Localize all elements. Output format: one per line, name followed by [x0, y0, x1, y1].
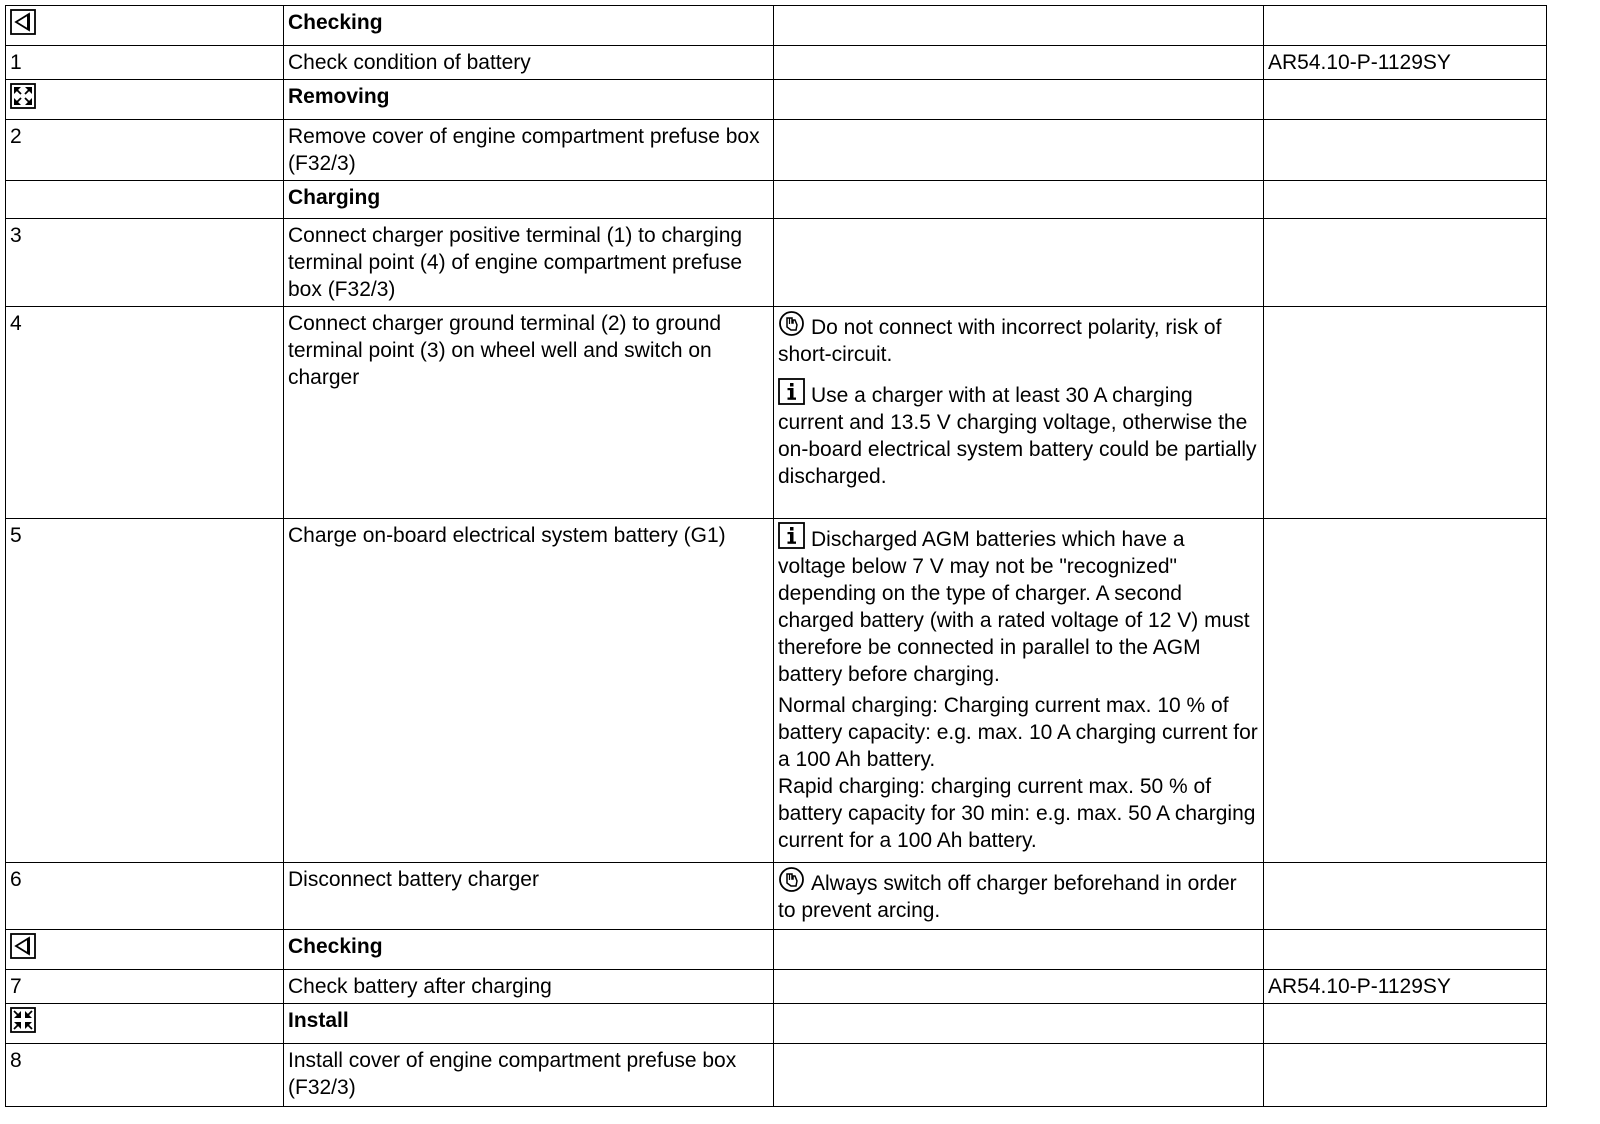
step-number: 6: [6, 863, 284, 930]
step-text: Charge on-board electrical system battery (G1): [284, 519, 774, 863]
info-text: Discharged AGM batteries which have a voltage below 7 V may not be "recognized" depending on the type of charger. A second charged battery (with a rated voltage of 12 V) must therefore be connected in parallel to the AGM battery before charging.: [778, 528, 1250, 686]
step-text: Connect charger positive terminal (1) to charging terminal point (4) of engine compartment prefuse box (F32/3): [284, 219, 774, 307]
section-title: Charging: [284, 181, 774, 219]
step-text: Check battery after charging: [284, 970, 774, 1004]
reference-cell: [1264, 120, 1547, 181]
reference-cell: [1264, 80, 1547, 120]
notes-cell: [774, 1004, 1264, 1044]
caution-note: [778, 310, 1258, 368]
notes-cell: [774, 120, 1264, 181]
checking-icon: [10, 9, 36, 35]
notes-cell: [774, 46, 1264, 80]
step-row-7: [6, 970, 1547, 1004]
info-note: [778, 378, 1258, 490]
reference-cell: [1264, 219, 1547, 307]
step-row-1: [6, 46, 1547, 80]
step-text: Install cover of engine compartment prefuse box (F32/3): [284, 1044, 774, 1107]
reference-cell: [1264, 181, 1547, 219]
step-number: 8: [6, 1044, 284, 1107]
section-title: Install: [284, 1004, 774, 1044]
step-number: 1: [6, 46, 284, 80]
section-title: Checking: [284, 930, 774, 970]
step-text: Connect charger ground terminal (2) to ground terminal point (3) on wheel well and switch on charger: [284, 307, 774, 519]
reference-link[interactable]: AR54.10-P-1129SY: [1264, 970, 1547, 1004]
step-text: Remove cover of engine compartment prefuse box (F32/3): [284, 120, 774, 181]
notes-cell: [774, 863, 1264, 930]
info-note: [778, 522, 1258, 688]
step-icon-cell: [6, 6, 284, 46]
checking-icon: [10, 933, 36, 959]
install-icon: [10, 1007, 36, 1033]
step-text: Check condition of battery: [284, 46, 774, 80]
step-icon-cell: [6, 181, 284, 219]
step-icon-cell: [6, 1004, 284, 1044]
step-number: 7: [6, 970, 284, 1004]
step-text: Disconnect battery charger: [284, 863, 774, 930]
step-row-2: [6, 120, 1547, 181]
notes-cell: [774, 307, 1264, 519]
spacer: [778, 368, 1258, 378]
section-row-install: [6, 1004, 1547, 1044]
reference-cell: [1264, 6, 1547, 46]
section-row-removing: [6, 80, 1547, 120]
notes-cell: [774, 219, 1264, 307]
caution-hand-icon: [778, 866, 805, 893]
section-title: Checking: [284, 6, 774, 46]
notes-cell: [774, 6, 1264, 46]
notes-cell: [774, 519, 1264, 863]
reference-cell: [1264, 1004, 1547, 1044]
step-icon-cell: [6, 80, 284, 120]
step-number: 5: [6, 519, 284, 863]
removing-icon: [10, 83, 36, 109]
notes-cell: [774, 181, 1264, 219]
section-row-charging: [6, 181, 1547, 219]
step-number: 2: [6, 120, 284, 181]
step-row-8: [6, 1044, 1547, 1107]
reference-cell: [1264, 519, 1547, 863]
notes-cell: [774, 1044, 1264, 1107]
rapid-charging-text: Rapid charging: charging current max. 50 % of battery capacity for 30 min: e.g. max. 50 A charging current for a 100 Ah battery.: [778, 775, 1256, 852]
info-text: Use a charger with at least 30 A charging current and 13.5 V charging voltage, otherwise the on-board electrical system battery could be partially discharged.: [778, 384, 1257, 488]
caution-text: Always switch off charger beforehand in order to prevent arcing.: [778, 872, 1237, 922]
reference-cell: [1264, 1044, 1547, 1107]
caution-hand-icon: [778, 310, 805, 337]
caution-text: Do not connect with incorrect polarity, risk of short-circuit.: [778, 316, 1222, 366]
reference-link[interactable]: AR54.10-P-1129SY: [1264, 46, 1547, 80]
step-row-5: [6, 519, 1547, 863]
step-number: 3: [6, 219, 284, 307]
info-icon: [778, 522, 805, 549]
step-row-6: [6, 863, 1547, 930]
notes-cell: [774, 80, 1264, 120]
procedure-table: [5, 5, 1547, 1107]
section-row-checking: [6, 930, 1547, 970]
step-row-4: [6, 307, 1547, 519]
notes-cell: [774, 930, 1264, 970]
step-row-3: [6, 219, 1547, 307]
notes-cell: [774, 970, 1264, 1004]
caution-note: [778, 866, 1258, 924]
reference-cell: [1264, 930, 1547, 970]
step-number: 4: [6, 307, 284, 519]
reference-cell: [1264, 307, 1547, 519]
step-icon-cell: [6, 930, 284, 970]
section-row-checking: [6, 6, 1547, 46]
section-title: Removing: [284, 80, 774, 120]
normal-charging-text: Normal charging: Charging current max. 10 % of battery capacity: e.g. max. 10 A charging current for a 100 Ah battery.: [778, 694, 1258, 771]
reference-cell: [1264, 863, 1547, 930]
info-icon: [778, 378, 805, 405]
